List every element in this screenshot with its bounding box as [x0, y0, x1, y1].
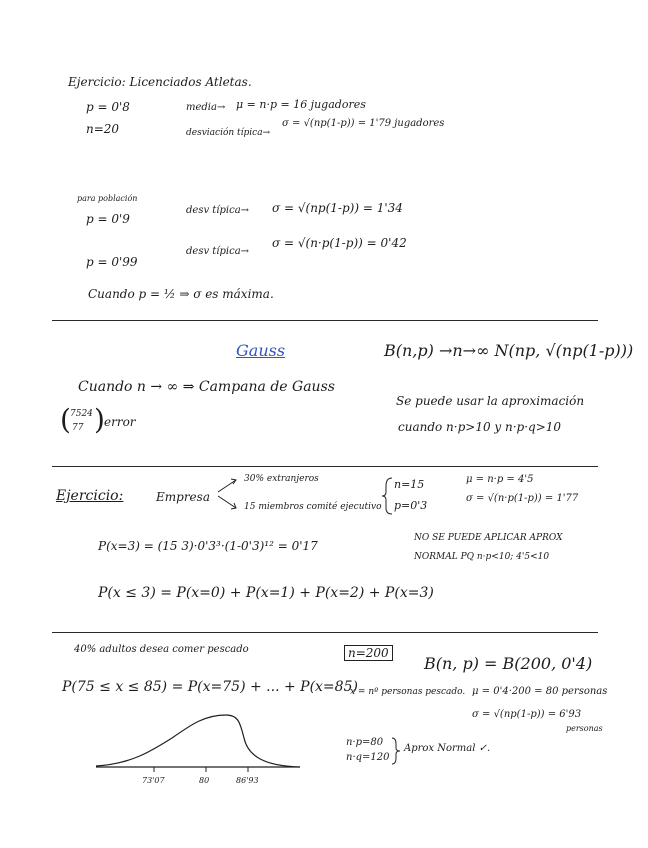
sigma-formula: σ = √(n·p(1-p)) = 1'77: [466, 493, 579, 504]
gauss-title: Gauss: [236, 341, 286, 360]
exercise-title-athletes: Ejercicio: Licenciados Atletas.: [68, 75, 252, 89]
cuando-n-infinito: Cuando n → ∞ ⇒ Campana de Gauss: [78, 379, 335, 395]
prob-x-le-3: P(x ≤ 3) = P(x=0) + P(x=1) + P(x=2) + P(x=3): [98, 585, 434, 601]
sigma-unit: personas: [566, 724, 603, 733]
axis-tick-80: 80: [199, 776, 210, 785]
desv-tipica-formula-3: σ = √(n·p(1-p)) = 0'42: [272, 236, 407, 250]
desviacion-formula: σ = √(np(1-p)) = 1'79 jugadores: [282, 118, 445, 129]
prob-interval: P(75 ≤ x ≤ 85) = P(x=75) + ... + P(x=85): [62, 679, 358, 695]
desv-tipica-label-2: desv típica→: [186, 205, 250, 216]
media-formula: μ = n·p = 16 jugadores: [236, 98, 366, 111]
error-label: error: [104, 415, 136, 429]
p-value-03: p=0'3: [394, 499, 428, 512]
n-value: n=20: [86, 122, 120, 136]
nq-120: n·q=120: [346, 752, 390, 763]
empresa-label: Empresa: [156, 490, 210, 504]
x-definition: x = nº personas pescado.: [350, 687, 466, 697]
binomial-normal-approx: B(n,p) →n→∞ N(np, √(np(1-p))): [384, 341, 634, 360]
p-value: p = 0'8: [86, 100, 130, 114]
p-value-3: p = 0'99: [86, 255, 138, 269]
comb-left-paren: (: [60, 403, 71, 436]
np-80: n·p=80: [346, 737, 384, 748]
condicion-note: cuando n·p>10 y n·p·q>10: [398, 420, 562, 434]
p-value-2: p = 0'9: [86, 212, 130, 226]
comb-top: 7524: [70, 409, 93, 419]
mu-80: μ = 0'4·200 = 80 personas: [472, 686, 608, 697]
axis-tick-7307: 73'07: [142, 776, 165, 785]
exercise-title-2: Ejercicio:: [56, 488, 124, 504]
desviacion-label: desviación típica→: [186, 128, 271, 138]
n-value-15: n=15: [394, 478, 425, 491]
adultos-pescado-title: 40% adultos desea comer pescado: [74, 644, 249, 655]
branch-comite: 15 miembros comité ejecutivo: [244, 502, 382, 512]
prob-x-eq-3: P(x=3) = (15 3)·0'3³·(1-0'3)¹² = 0'17: [98, 539, 318, 553]
media-label: media→: [186, 102, 226, 113]
binomial-200: B(n, p) = B(200, 0'4): [424, 654, 593, 673]
sigma-693: σ = √(np(1-p)) = 6'93: [472, 709, 582, 720]
aprox-normal-note: Aprox Normal ✓.: [404, 743, 491, 754]
aproximacion-note: Se puede usar la aproximación: [396, 394, 585, 408]
comb-right-paren: ): [94, 403, 105, 436]
comb-bottom: 77: [72, 423, 84, 433]
mu-formula: μ = n·p = 4'5: [466, 474, 534, 485]
axis-tick-8693: 86'93: [236, 776, 259, 785]
branch-extranjeros: 30% extranjeros: [244, 474, 319, 484]
conclusion-note: Cuando p = ½ ⇒ σ es máxima.: [88, 287, 274, 301]
poblacion-note: para población: [77, 194, 138, 203]
desv-tipica-label-3: desv típica→: [186, 246, 250, 257]
desv-tipica-formula-2: σ = √(np(1-p)) = 1'34: [272, 201, 403, 215]
normal-note: NORMAL PQ n·p<10; 4'5<10: [414, 552, 550, 562]
no-aplicar-note: NO SE PUEDE APLICAR APROX: [414, 533, 563, 543]
n-200-box: n=200: [344, 645, 393, 661]
